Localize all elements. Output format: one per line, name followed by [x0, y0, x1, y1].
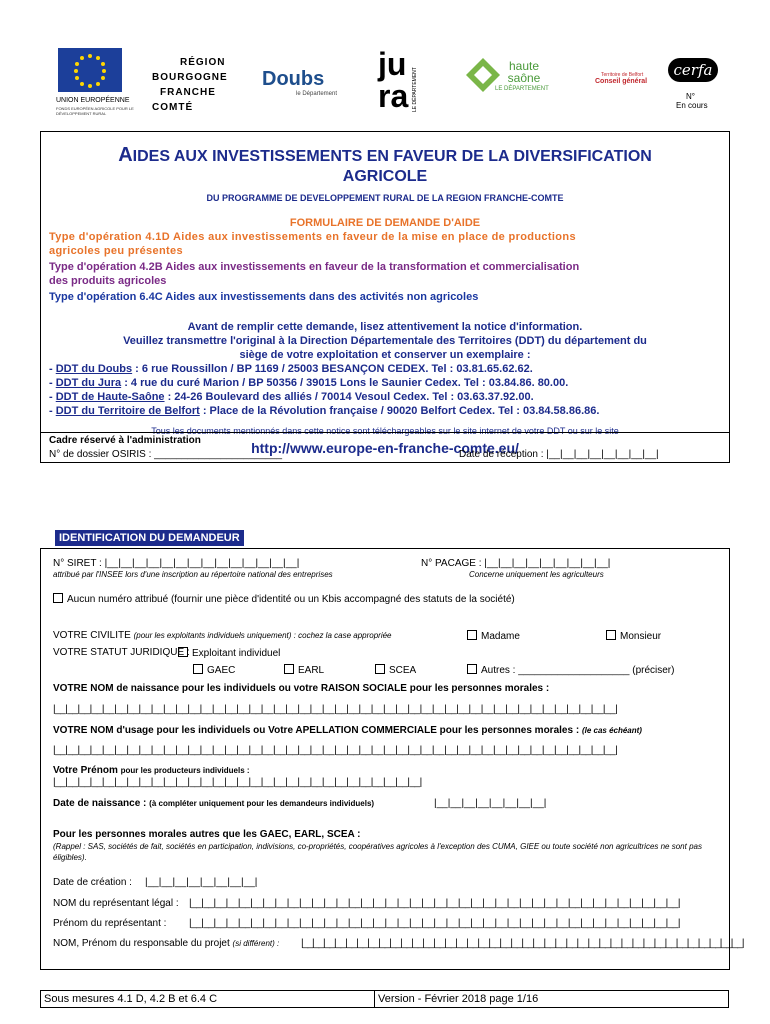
- exploitant-option[interactable]: [178, 647, 280, 659]
- prenom-field[interactable]: |__|__|__|__|__|__|__|__|__|__|__|__|__|__|__|__|__|__|__|__|__|__|__|__|__|__|__|__|__|__|: [53, 777, 422, 788]
- main-title-line2: AGRICOLE: [342, 168, 428, 185]
- no-number-label: Aucun numéro attribué (fournir une pièce d'identité ou un Kbis accompagné des statuts de la société): [67, 594, 515, 605]
- region-logo-line: BOURGOGNE: [152, 72, 228, 83]
- nom-field[interactable]: |__|__|__|__|__|__|__|__|__|__|__|__|__|__|__|__|__|__|__|__|__|__|__|__|__|__|__|__|__|__|__|__|__|__|__|__|__|__|__|__|__|__|__|__|__|__|: [53, 704, 618, 715]
- exploitant-label: Exploitant individuel: [192, 648, 281, 659]
- eu-stars-icon: [58, 48, 122, 92]
- operation-type-4-2b-line1: Type d'opération 4.2B Aides aux investissements en faveur de la transformation et commercialisation: [49, 261, 580, 273]
- ddt-address: : 6 rue Roussillon / BP 1169 / 25003 BESANÇON CEDEX. Tel : 03.81.65.62.62.: [132, 363, 533, 375]
- ddt-link[interactable]: DDT du Doubs: [55, 363, 133, 375]
- main-title: [41, 145, 729, 187]
- region-logo-line: COMTÉ: [152, 102, 194, 113]
- operation-type-4-1d-line1: Type d'opération 4.1D Aides aux investissements en faveur de la mise en place de productions: [49, 231, 576, 243]
- earl-label: EARL: [298, 665, 325, 676]
- title-box: [40, 131, 730, 463]
- main-title-initial: A: [118, 144, 133, 166]
- responsable-note: (si différent) :: [232, 939, 280, 948]
- usage-field[interactable]: |__|__|__|__|__|__|__|__|__|__|__|__|__|__|__|__|__|__|__|__|__|__|__|__|__|__|__|__|__|__|__|__|__|__|__|__|__|__|__|__|__|__|__|__|__|__|: [53, 745, 618, 756]
- creation-field[interactable]: |__|__|__|__|__|__|__|__|: [145, 877, 258, 888]
- jura-logo-top: ju: [378, 46, 407, 82]
- monsieur-checkbox[interactable]: [606, 630, 616, 640]
- ddt-link[interactable]: DDT de Haute-Saône: [55, 391, 165, 403]
- notice-line: Avant de remplir cette demande, lisez attentivement la notice d'information.: [187, 321, 583, 333]
- doubs-logo-sub: le Département: [296, 91, 338, 97]
- region-logo-line: RÉGION: [180, 57, 226, 68]
- scea-option[interactable]: [375, 664, 416, 676]
- prenom-representant-label: Prénom du représentant :: [53, 918, 167, 929]
- responsable-label-text: NOM, Prénom du responsable du projet: [53, 938, 230, 949]
- pacage-note: Concerne uniquement les agriculteurs: [469, 570, 604, 579]
- ddt-list: [49, 362, 721, 418]
- naissance-label-text: Date de naissance :: [53, 798, 147, 809]
- pacage-field[interactable]: N° PACAGE : |__|__|__|__|__|__|__|__|__|: [421, 558, 611, 569]
- usage-label-text: VOTRE NOM d'usage pour les individuels ou Votre APELLATION COMMERCIALE pour les personnes morales :: [53, 725, 580, 736]
- operation-type-6-4c: Type d'opération 6.4C Aides aux investissements dans des activités non agricoles: [49, 291, 479, 303]
- belfort-logo-sub: Conseil général: [595, 78, 648, 85]
- ddt-item: - DDT du Jura : 4 rue du curé Marion / BP 50356 / 39015 Lons le Saunier Cedex. Tel : 03.84.86. 80.00.: [49, 377, 569, 389]
- ddt-link[interactable]: DDT du Jura: [55, 377, 122, 389]
- admin-label: Cadre réservé à l'administration: [49, 435, 201, 446]
- admin-frame: [41, 432, 729, 463]
- notice-line: siège de votre exploitation et conserver un exemplaire :: [239, 349, 531, 361]
- siret-field[interactable]: N° SIRET : |__|__|__|__|__|__|__|__|__|__|__|__|__|__|: [53, 558, 300, 569]
- monsieur-option[interactable]: [606, 630, 661, 642]
- footer-right: Version - Février 2018 page 1/16: [374, 990, 729, 1008]
- doubs-logo-text: Doubs: [262, 68, 325, 90]
- nom-label: VOTRE NOM de naissance pour les individuels ou votre RAISON SOCIALE pour les personnes morales :: [53, 683, 550, 694]
- civilite-label: [53, 630, 392, 641]
- usage-label: [53, 725, 642, 736]
- gaec-label: GAEC: [207, 665, 236, 676]
- ddt-address: : 24-26 Boulevard des alliés / 70014 Vesoul Cedex. Tel : 03.63.37.92.00.: [164, 391, 534, 403]
- doubs-logo: [262, 68, 337, 97]
- eu-logo-label: UNION EUROPÉENNE: [56, 97, 130, 104]
- prenom-label: [53, 765, 250, 776]
- scea-label: SCEA: [389, 665, 417, 676]
- siret-note: attribué par l'INSEE lors d'une inscription au répertoire national des entreprises: [53, 570, 333, 579]
- cerfa-logo-text: cerfa: [673, 61, 713, 79]
- earl-checkbox[interactable]: [284, 664, 294, 674]
- eu-logo-caption: FONDS EUROPÉEN AGRICOLE POUR LE DÉVELOPPEMENT RURAL: [56, 106, 134, 116]
- prenom-note: pour les producteurs individuels :: [120, 766, 250, 775]
- haute-saone-logo-text: haute saône: [507, 59, 541, 85]
- jura-logo: [378, 48, 408, 112]
- representant-field[interactable]: |__|__|__|__|__|__|__|__|__|__|__|__|__|__|__|__|__|__|__|__|__|__|__|__|__|__|__|__|__|__|__|__|__|__|__|__|__|__|__|__|: [189, 898, 680, 909]
- responsable-field[interactable]: |__|__|__|__|__|__|__|__|__|__|__|__|__|__|__|__|__|__|__|__|__|__|__|__|__|__|__|__|__|__|__|__|__|__|__|__|__|__|__|__|: [301, 938, 744, 949]
- belfort-logo: [573, 72, 647, 85]
- morales-note: (Rappel : SAS, sociétés de fait, sociétés en participation, indivisions, co-propriétés, coopératives agricoles à l'exception des CUMA, GIEE ou toute société non agricultrices ne sont pas éligibles).: [53, 842, 702, 862]
- operation-type-4-1d: [49, 230, 721, 258]
- ddt-address: : 4 rue du curé Marion / BP 50356 / 39015 Lons le Saunier Cedex. Tel : 03.84.86. 80.00.: [121, 377, 569, 389]
- ddt-link[interactable]: DDT du Territoire de Belfort: [55, 405, 200, 417]
- autres-label: Autres : ____________________ (préciser): [481, 665, 675, 676]
- representant-label: NOM du représentant légal :: [53, 898, 179, 909]
- naissance-note: (à compléter uniquement pour les demandeurs individuels): [149, 799, 375, 808]
- no-number-checkbox[interactable]: [53, 593, 63, 603]
- ddt-address: : Place de la Révolution française / 90020 Belfort Cedex. Tel : 03.84.58.86.86.: [199, 405, 600, 417]
- ddt-item: - DDT du Territoire de Belfort : Place de la Révolution française / 90020 Belfort Cedex. Tel : 03.84.58.86.86.: [49, 405, 600, 417]
- naissance-label: [53, 798, 374, 809]
- autres-option[interactable]: [467, 664, 674, 676]
- haute-saone-logo-sub: LE DÉPARTEMENT: [495, 86, 549, 92]
- prenom-label-text: Votre Prénom: [53, 765, 118, 776]
- madame-label: Madame: [481, 631, 520, 642]
- jura-logo-bottom: ra: [378, 78, 409, 114]
- responsable-label: [53, 938, 279, 949]
- earl-option[interactable]: [284, 664, 324, 676]
- main-title-line1: IDES AUX INVESTISSEMENTS EN FAVEUR DE LA DIVERSIFICATION: [132, 148, 652, 165]
- madame-checkbox[interactable]: [467, 630, 477, 640]
- belfort-logo-text: Territoire de Belfort: [601, 72, 644, 78]
- section-header: IDENTIFICATION DU DEMANDEUR: [55, 530, 244, 546]
- identification-section: [40, 548, 744, 970]
- download-note: Tous les documents mentionnés dans cette notice sont téléchargeables sur le site internet de votre DDT ou sur le site: [151, 426, 619, 436]
- cerfa-logo: [668, 58, 718, 82]
- eu-logo: [58, 48, 122, 92]
- ddt-item: - DDT de Haute-Saône : 24-26 Boulevard des alliés / 70014 Vesoul Cedex. Tel : 03.63.37.92.00.: [49, 391, 534, 403]
- region-logo: [152, 55, 228, 115]
- operation-type-4-1d-line2: agricoles peu présentes: [49, 245, 183, 257]
- prenom-representant-field[interactable]: |__|__|__|__|__|__|__|__|__|__|__|__|__|__|__|__|__|__|__|__|__|__|__|__|__|__|__|__|__|__|__|__|__|__|__|__|__|__|__|__|: [189, 918, 680, 929]
- no-number-option[interactable]: [53, 593, 515, 605]
- autres-checkbox[interactable]: [467, 664, 477, 674]
- creation-label: Date de création :: [53, 877, 132, 888]
- operation-type-4-2b-line2: des produits agricoles: [49, 275, 167, 287]
- monsieur-label: Monsieur: [620, 631, 662, 642]
- scea-checkbox[interactable]: [375, 664, 385, 674]
- morales-label: Pour les personnes morales autres que les GAEC, EARL, SCEA :: [53, 829, 361, 840]
- website-link[interactable]: http://www.europe-en-franche-comte.eu/: [251, 440, 519, 456]
- naissance-field[interactable]: |__|__|__|__|__|__|__|__|: [434, 798, 547, 809]
- civilite-title: VOTRE CIVILITE: [53, 630, 131, 641]
- operation-type-4-2b: [49, 260, 721, 288]
- cerfa-number: N°: [686, 92, 695, 101]
- footer-left: Sous mesures 4.1 D, 4.2 B et 6.4 C: [40, 990, 375, 1008]
- region-logo-line: FRANCHE: [160, 87, 216, 98]
- form-title: FORMULAIRE DE DEMANDE D'AIDE: [289, 217, 481, 229]
- osiris-field[interactable]: N° de dossier OSIRIS : _______________________: [49, 449, 283, 460]
- cerfa-status: En cours: [676, 101, 708, 110]
- civilite-note: (pour les exploitants individuels uniquement) : cochez la case appropriée: [133, 631, 392, 640]
- gaec-option[interactable]: [193, 664, 235, 676]
- subtitle: DU PROGRAMME DE DEVELOPPEMENT RURAL DE LA REGION FRANCHE-COMTE: [206, 193, 564, 203]
- usage-note: (le cas échéant): [581, 726, 642, 735]
- notice-instructions: [41, 320, 729, 362]
- reception-date-field[interactable]: Date de réception : |__|__|__|__|__|__|__|__|: [459, 449, 659, 460]
- jura-logo-side: LE DÉPARTEMENT: [412, 67, 418, 112]
- statut-label: VOTRE STATUT JURIDIQUE :: [53, 647, 190, 658]
- ddt-item: - DDT du Doubs : 6 rue Roussillon / BP 1169 / 25003 BESANÇON CEDEX. Tel : 03.81.65.62.62.: [49, 363, 533, 375]
- gaec-checkbox[interactable]: [193, 664, 203, 674]
- exploitant-checkbox[interactable]: [178, 647, 188, 657]
- madame-option[interactable]: [467, 630, 520, 642]
- notice-line: Veuillez transmettre l'original à la Direction Départementale des Territoires (DDT) du département du: [123, 335, 647, 347]
